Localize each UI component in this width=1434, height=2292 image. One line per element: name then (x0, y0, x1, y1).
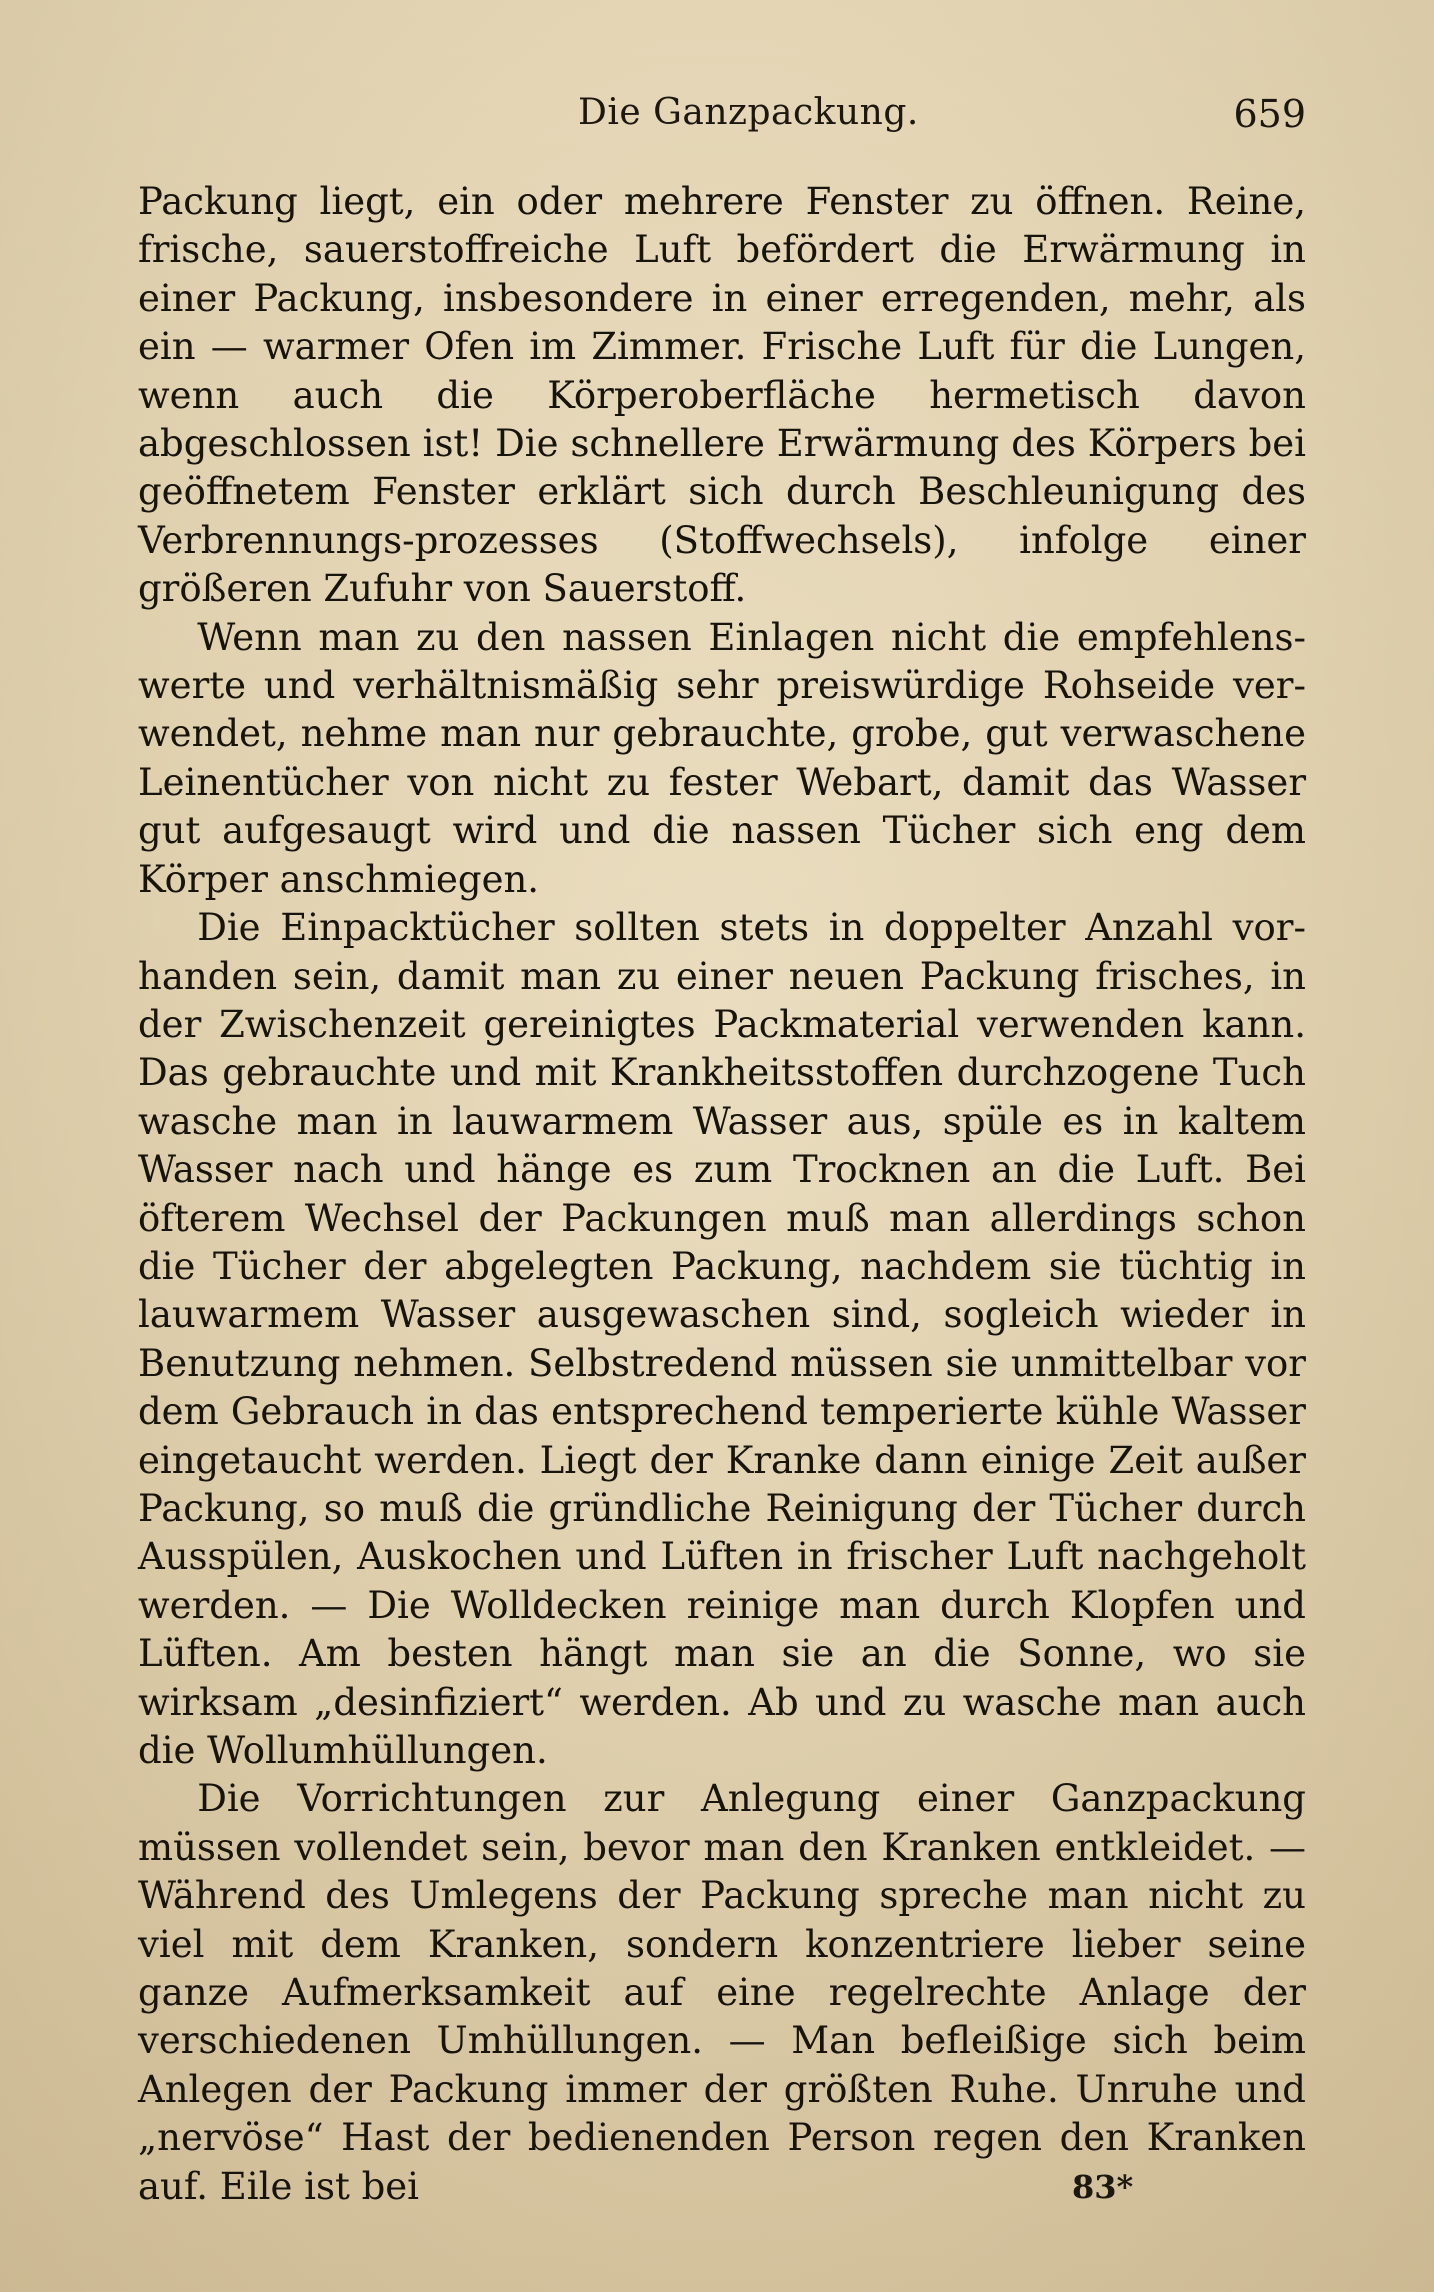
page-number: 659 (1233, 92, 1306, 136)
signature-mark: 83* (1072, 2168, 1134, 2206)
paragraph-3: Die Einpacktücher sollten stets in doppelter Anzahl vor-handen sein, damit man zu einer neuen Packung frisches, in der Zwischenzeit gereinigtes Packmaterial verwenden kann. Das gebrauchte und mit Krankheitsstoffen durchzogene Tuch wasche man in lauwarmem Wasser aus, spüle es in kaltem Wasser nach und hänge es zum Trocknen an die Luft. Bei öfterem Wechsel der Packungen muß man allerdings schon die Tücher der abgelegten Packung, nachdem sie tüchtig in lauwarmem Wasser ausgewaschen sind, sogleich wieder in Benutzung nehmen. Selbstredend müssen sie unmittelbar vor dem Gebrauch in das entsprechend temperierte kühle Wasser eingetaucht werden. Liegt der Kranke dann einige Zeit außer Packung, so muß die gründliche Reinigung der Tücher durch Ausspülen, Auskochen und Lüften in frischer Luft nachgeholt werden. — Die Wolldecken reinige man durch Klopfen und Lüften. Am besten hängt man sie an die Sonne, wo sie wirksam „desinfiziert“ werden. Ab und zu wasche man auch die Wollumhüllungen. (138, 906, 1306, 1772)
paragraph-4: Die Vorrichtungen zur Anlegung einer Ganzpackung müssen vollendet sein, bevor man den Kranken entkleidet. — Während des Umlegens der Packung spreche man nicht zu viel mit dem Kranken, sondern konzentriere lieber seine ganze Aufmerksamkeit auf eine regelrechte Anlage der verschiedenen Umhüllungen. — Man befleißige sich beim Anlegen der Packung immer der größten Ruhe. Unruhe und „nervöse“ Hast der bedienenden Person regen den Kranken auf. Eile ist bei (138, 1777, 1306, 2208)
page-header (138, 92, 1306, 152)
body-text (138, 178, 1306, 2211)
paragraph-2: Wenn man zu den nassen Einlagen nicht die empfehlens-werte und verhältnismäßig sehr preiswürdige Rohseide ver-wendet, nehme man nur gebrauchte, grobe, gut verwaschene Leinentücher von nicht zu fester Webart, damit das Wasser gut aufgesaugt wird und die nassen Tücher sich eng dem Körper anschmiegen. (138, 615, 1306, 901)
running-title: Die Ganzpackung. (578, 92, 919, 133)
paragraph-1: Packung liegt, ein oder mehrere Fenster zu öffnen. Reine, frische, sauerstoffreiche Luft befördert die Erwärmung in einer Packung, insbesondere in einer erregenden, mehr, als ein — warmer Ofen im Zimmer. Frische Luft für die Lungen, wenn auch die Körperoberfläche hermetisch davon abgeschlossen ist! Die schnellere Erwärmung des Körpers bei geöffnetem Fenster erklärt sich durch Beschleunigung des Verbrennungs-prozesses (Stoffwechsels), infolge einer größeren Zufuhr von Sauerstoff. (138, 180, 1306, 611)
